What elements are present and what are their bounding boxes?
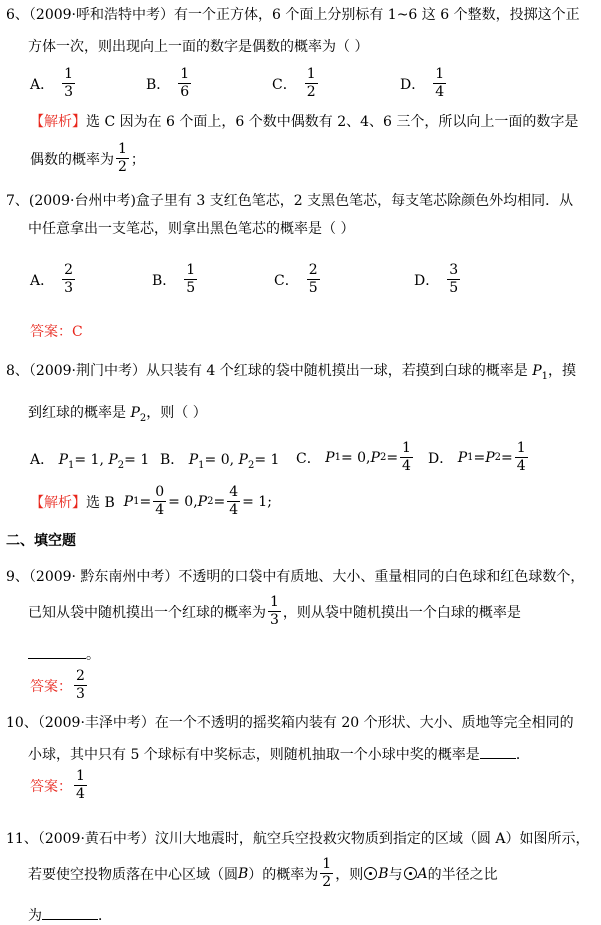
fraction: $\frac{2}{5}$	[308, 262, 318, 296]
q7-option-c: C． $\frac{2}{5}$	[274, 262, 318, 296]
fraction: $\frac{2}{3}$	[64, 262, 74, 296]
section-heading: 二、填空题	[6, 533, 76, 549]
q6-option-b: B． $\frac{1}{6}$	[146, 66, 190, 100]
q9-line3: 。	[28, 644, 100, 664]
q10-line1: 10、（2009·丰泽中考）在一个不透明的摇奖箱内装有 20 个形状、大小、质地等完全相同的	[6, 715, 574, 731]
circle-dot-icon	[404, 867, 417, 880]
q6-line2: 方体一次，则出现向上一面的数字是偶数的概率为（ ）	[28, 39, 369, 55]
analysis-tag: 【解析】	[30, 494, 86, 511]
q7-option-d: D． $\frac{3}{5}$	[414, 262, 459, 296]
q10-line2: 小球，其中只有 5 个球标有中奖标志，则随机抽取一个小球中奖的概率是 ．	[28, 744, 530, 764]
q7-option-b: B． $\frac{1}{5}$	[152, 262, 196, 296]
answer-blank[interactable]	[28, 644, 86, 659]
fraction: $\frac{1}{2}$	[118, 141, 127, 175]
fraction: $\frac{1}{3}$	[270, 594, 279, 628]
q7-option-a: A． $\frac{2}{3}$	[30, 262, 74, 296]
q8-option-c: C． P 1 = 0, P 2 = $\frac{1}{4}$	[296, 440, 411, 474]
q11-line1: 11、（2009·黄石中考）汶川大地震时，航空兵空投救灾物质到指定的区域（圆 A）如图所示，	[6, 831, 590, 847]
fraction: $\frac{1}{4}$	[516, 440, 526, 474]
q10-answer: 答案： $\frac{1}{4}$	[30, 768, 85, 802]
q7-line1: 7、(2009·台州中考)盒子里有 3 支红色笔芯，2 支黑色笔芯，每支笔芯除颜色外均相同．从	[6, 193, 574, 209]
q8-line2: 到红球的概率是 $P_2$，则（ ）	[28, 405, 207, 424]
fraction: $\frac{3}{5}$	[449, 262, 459, 296]
q6-option-d: D． $\frac{1}{4}$	[400, 66, 445, 100]
q9-answer: 答案： $\frac{2}{3}$	[30, 668, 85, 702]
q6-analysis: 【解析】选 C 因为在 6 个面上，6 个数中偶数有 2、4、6 三个，所以向上一面的数字是	[30, 114, 579, 130]
q9-line2: 已知从袋中随机摸出一个红球的概率为 $\frac{1}{3}$ ，则从袋中随机摸出一个白球的概率是	[28, 594, 521, 628]
q6-analysis-line2: 偶数的概率为 $\frac{1}{2}$ ；	[30, 141, 145, 175]
q7-line2: 中任意拿出一支笔芯，则拿出黑色笔芯的概率是（ ）	[28, 221, 355, 237]
q8-option-b: B． $P_1= 0$, $P_2= 1$	[160, 452, 280, 471]
q6-option-c: C． $\frac{1}{2}$	[272, 66, 316, 100]
circle-dot-icon	[364, 867, 377, 880]
analysis-tag: 【解析】	[30, 114, 86, 130]
answer-blank[interactable]	[42, 905, 98, 920]
fraction: $\frac{1}{2}$	[306, 66, 316, 100]
fraction: $\frac{1}{3}$	[64, 66, 74, 100]
fraction: $\frac{1}{4}$	[402, 440, 411, 474]
fraction: $\frac{1}{5}$	[186, 262, 196, 296]
q8-option-a: A． $P_1= 1$, $P_2= 1$	[30, 452, 150, 471]
fraction: $\frac{0}{4}$	[155, 484, 165, 518]
q8-option-d: D． P 1 = P 2 = $\frac{1}{4}$	[428, 440, 526, 474]
q8-analysis: 【解析】 选 B P 1 = $\frac{0}{4}$ = 0, P 2 = $\frac{4}{4}$ = 1;	[30, 484, 272, 518]
q6-option-a: A． $\frac{1}{3}$	[30, 66, 74, 100]
fraction: $\frac{4}{4}$	[229, 484, 239, 518]
q11-line2: 若要使空投物质落在中心区域（圆 B ）的概率为 $\frac{1}{2}$ ，则 B 与 A 的半径之比	[28, 856, 498, 890]
answer-blank[interactable]	[480, 744, 516, 759]
q7-answer: 答案：C	[30, 324, 83, 340]
q11-line3: 为 ．	[28, 905, 112, 925]
q6-line1: 6、（2009·呼和浩特中考）有一个正方体，6 个面上分别标有 1~6 这 6 个整数，投掷这个正	[6, 7, 580, 23]
fraction: $\frac{1}{6}$	[180, 66, 190, 100]
fraction: $\frac{1}{4}$	[76, 768, 85, 802]
fraction: $\frac{1}{2}$	[322, 856, 332, 890]
q9-line1: 9、（2009· 黔东南州中考）不透明的口袋中有质地、大小、重量相同的白色球和红色球数个，	[6, 569, 585, 585]
fraction: $\frac{2}{3}$	[76, 668, 85, 702]
fraction: $\frac{1}{4}$	[435, 66, 445, 100]
q8-line1: 8、（2009·荆门中考）从只装有 4 个红球的袋中随机摸出一球，若摸到白球的概率是 $P_1$，摸	[6, 363, 577, 382]
